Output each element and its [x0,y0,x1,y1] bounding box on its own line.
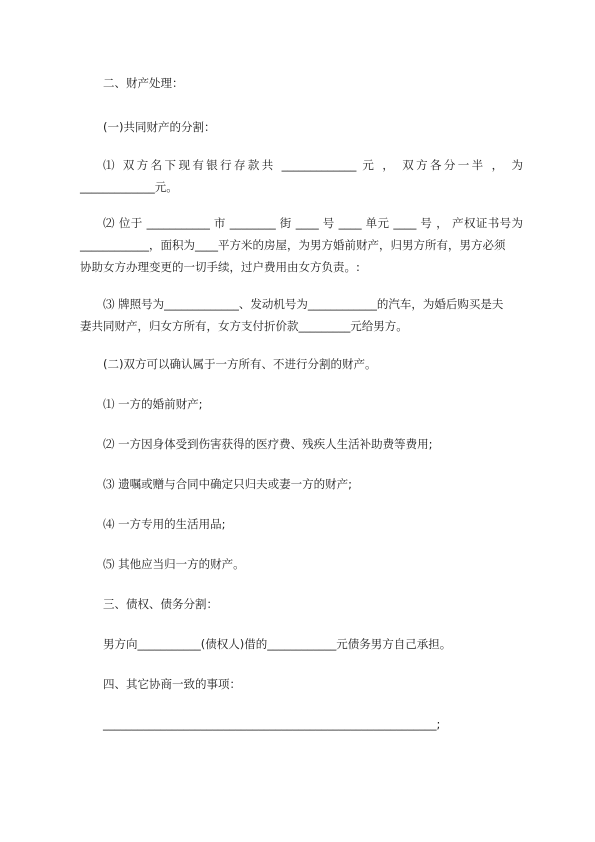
blank-fill-line: __________________________________________________________; [103,717,441,731]
list-item-other: ⑸ 其他应当归一方的财产。 [103,557,245,571]
subheading-separate-property: (二)双方可以确认属于一方所有、不进行分割的财产。 [103,357,377,371]
item-bank-deposit-line2: _____________元。 [80,180,178,194]
debt-clause: 男方向___________(债权人)借的____________元债务男方自己承担。 [103,637,452,651]
item-bank-deposit-line1: ⑴ 双方名下现有银行存款共 _____________ 元 ， 双方各分一半 ， 为 [103,158,523,172]
list-item-personal-items: ⑷ 一方专用的生活用品; [103,517,226,531]
section-heading-property: 二、财产处理： [103,76,184,90]
item-house-line1: ⑵ 位于 ___________ 市 ________ 街 ____ 号 ____ 单元 ____ 号 ， 产权证书号为 [103,216,523,230]
list-item-medical: ⑵ 一方因身体受到伤害获得的医疗费、残疾人生活补助费等费用; [103,437,433,451]
item-house-line2: ____________，面积为____平方米的房屋，为男方婚前财产，归男方所有，男方必须 [80,238,506,252]
item-car-line1: ⑶ 牌照号为_____________、发动机号为____________的汽车，为婚后购买是夫 [103,297,504,311]
item-car-line2: 妻共同财产，归女方所有，女方支付折价款_________元给男方。 [80,319,408,333]
section-heading-other-matters: 四、其它协商一致的事项： [103,677,241,691]
list-item-premarital: ⑴ 一方的婚前财产; [103,397,203,411]
list-item-inheritance: ⑶ 遗嘱或赠与合同中确定只归夫或妻一方的财产; [103,477,353,491]
item-house-line3: 协助女方办理变更的一切手续，过户费用由女方负责。: [80,260,360,274]
section-heading-debt: 三、债权、债务分割： [103,597,218,611]
subheading-common-property: (一)共同财产的分割： [103,120,216,134]
